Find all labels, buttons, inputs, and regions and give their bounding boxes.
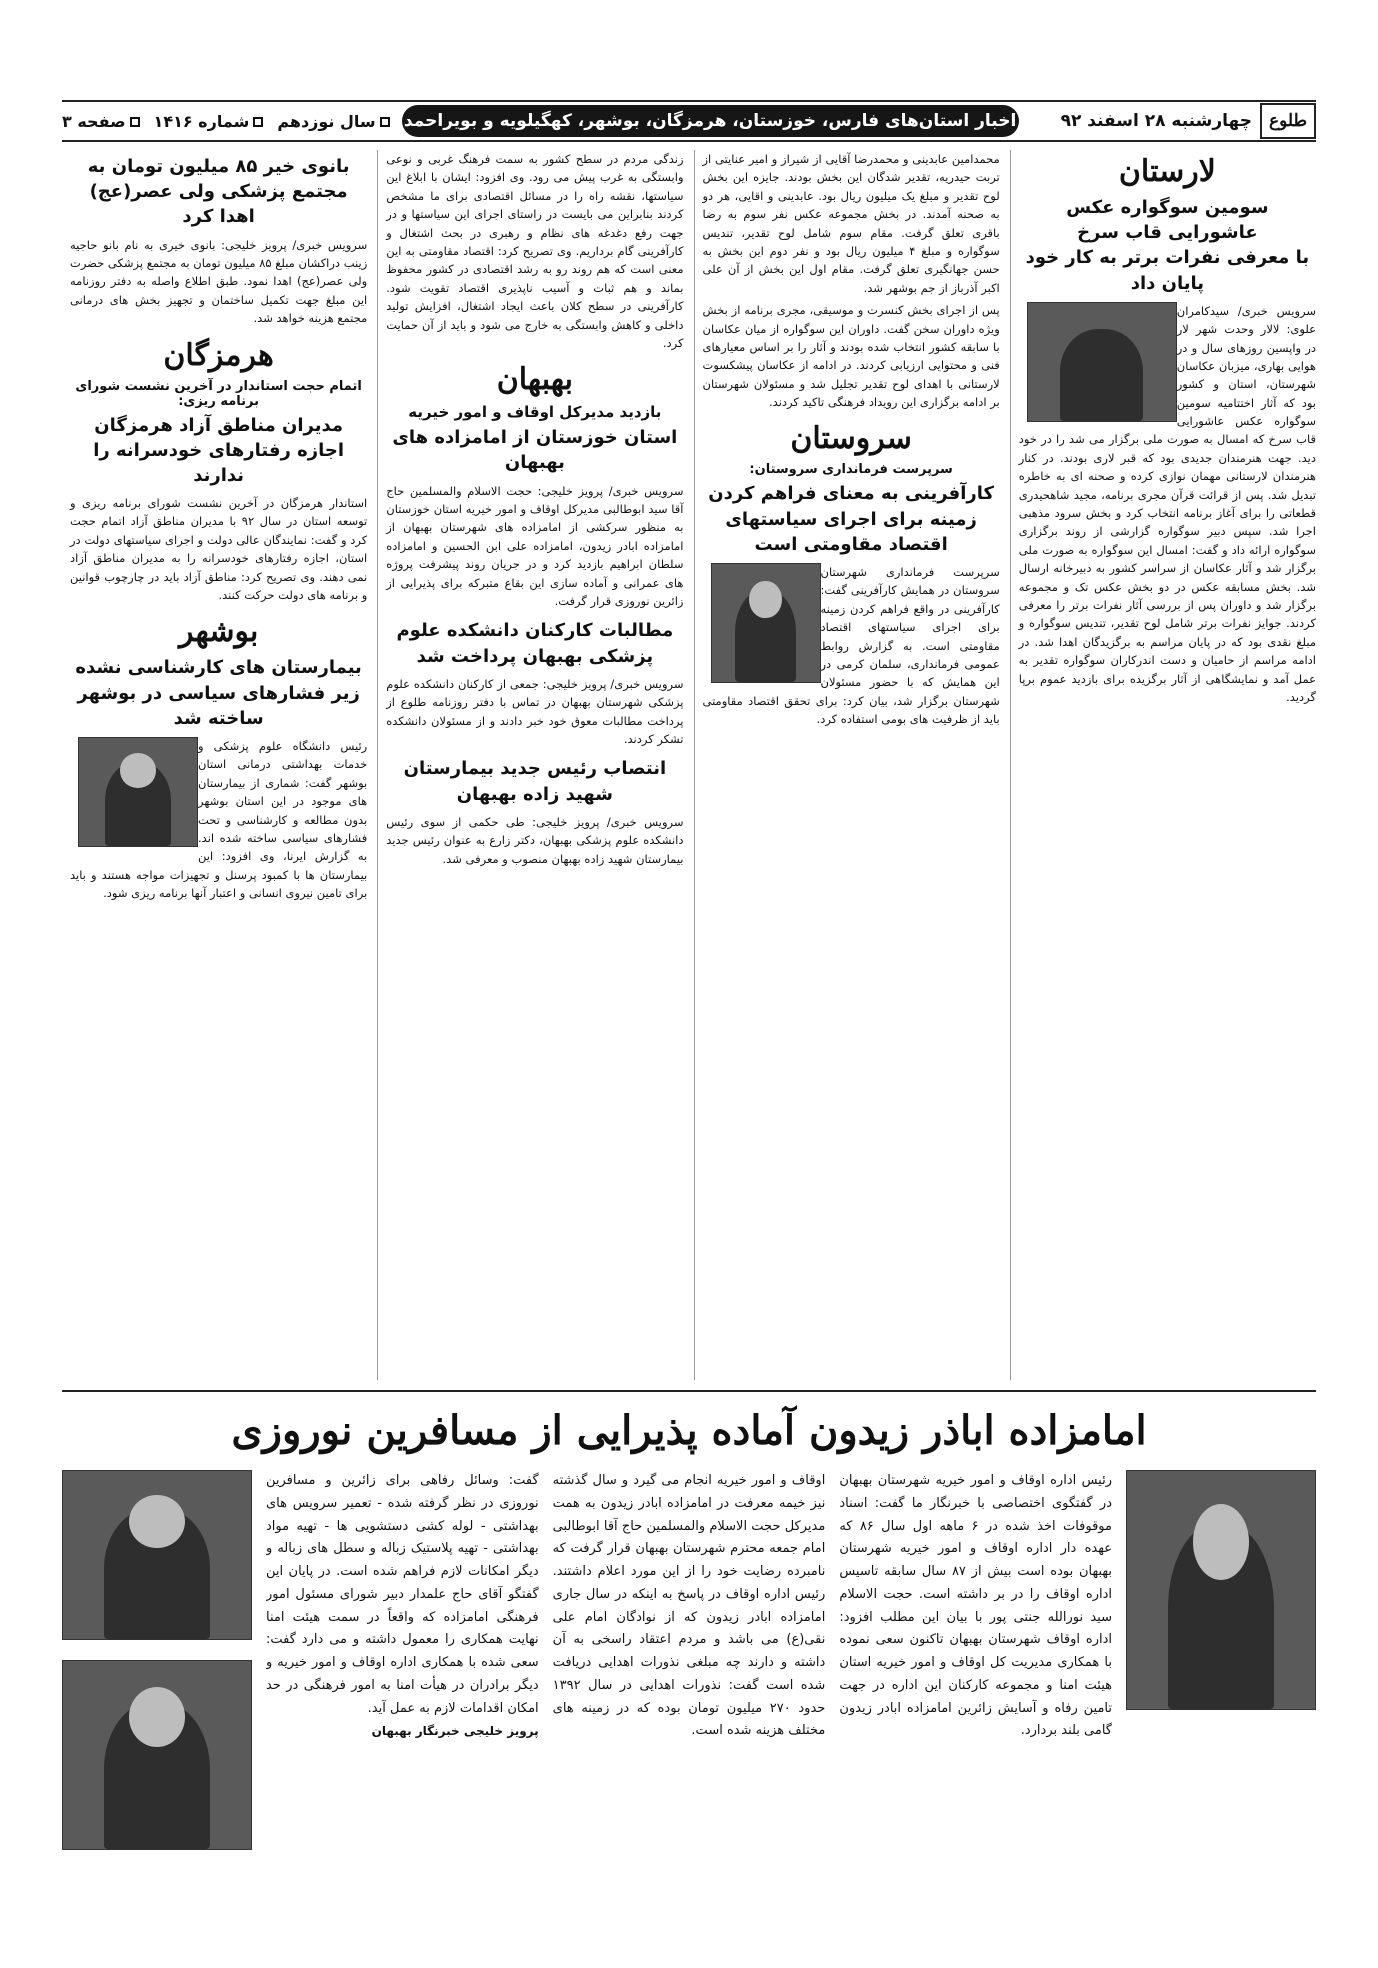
article-body: سرویس خبری/ سیدکامران علوی: لالار وحدت شهر لار در واپسین روزهای سال و در هوایی بهاری، میزبان عکاسان شهرستان، استان و کشور بود که آثار اختتامیه سومین سوگواره عکس عاشورایی قاب سرخ که امسال به صورت ملی برگزار می شد را در خود دید. جهت هنرمندان جدیدی بود که قبر لاری بودند. در کنار هنرمندان لارستانی مهمان نوازی کرده و صحنه ای به خاطره تبدیل شد. پس از قرائت قرآن مجری برنامه، مجید شاهحیدری قطعاتی را برای آغاز برنامه انتخاب کرد و بخش سرود مذهبی اجرا شد. سپس دبیر سوگواره گزارشی از روند برگزاری سوگواره ارائه داد و گفت: امسال این سوگواره به صورت ملی برگزار شد و آثار عکاسان از سراسر کشور به دبیرخانه ارسال شد. بخش مسابقه عکس در دو بخش عکس تک و مجموعه برگزار شد و داوران پس از بررسی آثار نفرات برتر را معرفی کردند. جوایز نفرات برتر شامل لوح تقدیر، تندیس سوگواره و مبلغ نقدی بود که در پایان مراسم به برگزیدگان اهدا شد. در ادامه مراسم از حامیان و دست اندرکاران سوگواره تقدیر به عمل آمد و نمایشگاهی از آثار برگزیده برای بازدید عموم برپا گردید. [1018, 303, 1316, 704]
article-body: سرپرست فرمانداری شهرستان سروستان در همایش کارآفرینی گفت: کارآفرینی در واقع فراهم کردن زمینه برای اجرای سیاستهای اقتصاد مقاومتی است. به گزارش روابط عمومی فرمانداری، سلمان کرمی در این همایش که با حضور مسئولان شهرستان برگزار شد، بیان کرد: برای تحقق اقتصاد مقاومتی باید از ظرفیت های بومی استفاده کرد. [702, 565, 1000, 727]
article-column [839, 1470, 1112, 1910]
article-headline: کارآفرینی به معنای فراهم کردن زمینه برای اجرای سیاستهای اقتصاد مقاومتی است [708, 483, 994, 555]
square-icon [380, 117, 390, 127]
issue-number: شماره ۱۴۱۶ [154, 112, 264, 131]
article-headline: بیمارستان های کارشناسی نشده زیر فشارهای سیاسی در بوشهر ساخته شد [75, 657, 362, 729]
banner-headline: امامزاده اباذر زیدون آماده پذیرایی از مسافرین نوروزی [231, 1406, 1147, 1454]
article-headline: سومین سوگواره عکس عاشورایی قاب سرخ با معرفی نفرات برتر به کار خود پایان داد [1025, 197, 1310, 294]
page-number: صفحه ۳ [62, 112, 140, 131]
newspaper-logo: طلوع [1260, 103, 1316, 139]
article-body: زندگی مردم در سطح کشور به سمت فرهنگ غربی و نوعی وابستگی به غرب پیش می رود. وی افزود: ایشان با ابلاغ این سیاستها، نقشه راه را در مسائل اقتصادی برای ما مشخص کردند بنابراین می بایست در راستای اجرای این سیاستها و در جهت رفع دغدغه های نظام و رهبری در بحث اشتغال و کارآفرینی گام برداریم. وی تصریح کرد: اقتصاد مقاومتی به این معنی است که هم روند رو به رشد اقتصادی در کشور محفوظ بماند و هم ثبات و آسیب ناپذیری اقتصاد تقویت شود. کارآفرینی در سطح کلان باعث ایجاد اشتغال، افزایش تولید داخلی و کاهش وابستگی به خارج می شود و باید از آن حمایت کرد. [386, 152, 684, 350]
article-body: سرویس خبری/ پرویز خلیجی: جمعی از کارکنان دانشکده علوم پزشکی شهرستان بهبهان در تماس با دفتر روزنامه طلوع از پرداخت مطالبات معوق خود خبر دادند و از مسئولان دانشکده تشکر کردند. [386, 676, 684, 746]
face-shape [1193, 1504, 1249, 1580]
author-signature: پرویز خلیجی خبرنگار بهبهان [371, 1724, 539, 1739]
photo-column-left [62, 1470, 252, 1910]
year-label: سال نوزدهم [277, 112, 389, 131]
article-kicker: اتمام حجت استاندار در آخرین نشست شورای برنامه ریزی: [75, 378, 362, 409]
issue-date: چهارشنبه ۲۸ اسفند ۹۲ [1060, 111, 1252, 131]
article-body: اوقاف و امور خیریه انجام می گیرد و سال گذشته نیز خیمه معرفت در امامزاده ابادر زیدون به همت مدیرکل حجت الاسلام والمسلمین حاج آقا ابوطالبی امام جمعه محترم شهرستان بهبهان قرار گرفت که نامبرده رضایت خود را از این مورد اعلام داشتند. رئیس اداره اوقاف در پاسخ به اینکه در سال جاری امامزاده ابادر زیدون که از نوادگان امام علی نقی(ع) می باشد و مردم اعتقاد راسخی به آن داشته و دارند چه مبلغی نذورات اهدایی دریافت شده است گفت: نذورات اهدایی در سال ۱۳۹۲ حدود ۲۷۰ میلیون تومان بوده که در زمینه های مختلف هزینه شده است. [552, 1473, 826, 1739]
article-body: سرویس خبری/ پرویز خلیجی: طی حکمی از سوی رئیس دانشکده علوم پزشکی بهبهان، دکتر زارع به عنوان رئیس جدید بیمارستان شهید زاده بهبهان منصوب و معرفی شد. [386, 814, 684, 866]
section-title: لارستان [1118, 154, 1216, 189]
article-headline: بانوی خیر ۸۵ میلیون تومان به مجتمع پزشکی ولی عصر(عج) اهدا کرد [87, 156, 350, 228]
square-icon [253, 117, 263, 127]
face-shape [749, 581, 781, 619]
face-shape [129, 1495, 185, 1549]
official-photo [78, 737, 198, 847]
column-results [694, 150, 1000, 1380]
page-header [62, 100, 1316, 142]
column-regions [62, 150, 367, 1380]
article-body: گفت: وسائل رفاهی برای زائرین و مسافرین نوروزی در نظر گرفته شده - تعمیر سرویس های بهداشتی - لوله کشی دستشویی ها - تهیه مواد بهداشتی - تهیه پلاستیک زباله و سطل های زباله و دیگر امکانات لازم فراهم شده است. در پایان این گفتگو آقای حاج علمدار دبیر شورای مسئول امور فرهنگی امامزاده که واقعاً در سمت هیئت امنا نهایت همکاری را معمول داشته و می دارد گفت: سعی شده با همکاری اداره اوقاف و امور خیریه و دیگر برادران در هیأت امنا به امور فرهنگی در حد امکان اقدامات لازم به عمل آید. [265, 1473, 539, 1716]
face-shape [120, 753, 155, 788]
section-title: هرمزگان [163, 337, 274, 373]
page-title: اخبار استان‌های فارس، خوزستان، هرمزگان، بوشهر، کهگیلویه و بویراحمد [402, 105, 1019, 137]
cleric-photo [1126, 1470, 1316, 1710]
man-photo [62, 1470, 252, 1640]
person-figure [1060, 329, 1143, 421]
news-columns [62, 150, 1316, 1380]
column-larestan [1010, 150, 1316, 1380]
photo-column-right [1126, 1470, 1316, 1910]
article-body: پس از اجرای بخش کنسرت و موسیقی، مجری برنامه از بخش ویژه داوران سخن گفت. داوران این سوگواره از میان عکاسان با سابقه کشور انتخاب شده بودند و آثار را بر اساس معیارهای فنی و محتوایی ارزیابی کردند. در ادامه از عکاسان پیشکسوت لارستانی با اهدای لوح تقدیر تجلیل شد و مسئولان شهرستان بر ادامه برگزاری این رویداد فرهنگی تاکید کردند. [702, 303, 1000, 410]
article-headline: مدیران مناطق آزاد هرمزگان اجازه رفتارهای خودسرانه را ندارند [93, 414, 345, 486]
article-column [266, 1470, 539, 1910]
square-icon [130, 117, 140, 127]
article-kicker: بازدید مدیرکل اوقاف و امور خیریه [408, 403, 662, 422]
issue-info [62, 112, 390, 131]
article-headline: مطالبات کارکنان دانشکده علوم پزشکی بهبهان پرداخت شد [396, 620, 674, 667]
article-photo [1027, 302, 1177, 422]
bottom-article [62, 1470, 1316, 1910]
article-body: سرویس خبری/ پرویز خلیجی: بانوی خیری به نام بانو حاجیه زینب دراکشان مبلغ ۸۵ میلیون تومان به مجتمع پزشکی حضرت ولی عصر(عج) اهدا نمود. طبق اطلاع واصله به دفتر روزنامه این مبلغ جهت تکمیل ساختمان و تجهیز بخش های درمانی مجتمع هزینه خواهد شد. [70, 237, 368, 326]
section-title: بهبهان [496, 362, 573, 398]
man-photo [62, 1660, 252, 1850]
article-body: سرویس خبری/ پرویز خلیجی: حجت الاسلام والمسلمین حاج آقا سید ابوطالبی مدیرکل اوقاف و امور خیریه استان خوزستان به منظور سرکشی از امامزاده های شهرستان بهبهان از امامزاده ابادر زیدون، امامزاده علی ابن الحسین و امامزاده سلطان ابراهیم بازدید کرد و در جریان روند پیشرفت پروژه های عمرانی و آماده سازی این بقاع متبرکه برای پذیرایی از زائرین نوروزی قرار گرفت. [386, 483, 684, 609]
article-column [553, 1470, 826, 1910]
article-body: رئیس اداره اوقاف و امور خیریه شهرستان بهبهان در گفتگوی اختصاصی با خبرنگار ما گفت: اسناد موقوفات اخذ شده در ۶ ماهه اول سال ۸۶ که عهده دار اداره اوقاف و امور خیریه شهرستان بهبهان بوده است بیش از ۸۷ سال سابقه تاسیس اداره اوقاف را در بر داشته است. حجت الاسلام سید نورالله جنتی پور با بیان این مطلب افزود: اداره اوقاف شهرستان بهبهان تاکنون سعی نموده با همکاری مدیریت کل اوقاف و امور خیریه استان هیئت امنا و مجموعه کارکنان این اداره در جهت تامین رفاه و آسایش زائرین امامزاده ابادر زیدون گامی بلند بردارد. [839, 1473, 1112, 1739]
article-headline: استان خوزستان از امامزاده های بهبهان [392, 427, 678, 474]
column-behbahan [377, 150, 683, 1380]
section-title: سروستان [790, 421, 912, 457]
article-body: رئیس دانشگاه علوم پزشکی و خدمات بهداشتی درمانی استان بوشهر گفت: شماری از بیمارستان های موجود در این استان بوشهر بدون مطالعه و کارشناسی و تحت فشارهای سیاسی ساخته شده اند. به گزارش ایرنا، وی افزود: این بیمارستان ها با کمبود پرسنل و تجهیزات مواجه هستند و باید برای تامین نیروی انسانی و اعتبار آنها برنامه ریزی شود. [70, 738, 368, 901]
divider [62, 1390, 1316, 1392]
section-title: بوشهر [178, 614, 259, 650]
article-body: استاندار هرمزگان در آخرین نشست شورای برنامه ریزی و توسعه استان در سال ۹۲ با مدیران مناطق آزاد اتمام حجت کرد و گفت: نمایندگان عالی دولت و اجرای سیاستهای دولت در استان، اجازه رفتارهای خودسرانه را به مدیران مناطق آزاد نمی دهند. وی تصریح کرد: مناطق آزاد باید در چارچوب قوانین و برنامه های دولت حرکت کنند. [70, 496, 368, 603]
official-photo [711, 563, 821, 683]
article-body: محمدامین عابدینی و محمدرضا آقایی از شیراز و امیر عنایتی از تربت حیدریه، تقدیر شدگان این بخش بودند. جایزه این بخش لوح تقدیر و مبلغ یک میلیون ریال بود. عابدینی و اقایی، هر دو به صحنه آمدند. در بخش مجموعه عکس نفر سوم به رضا باقری تعلق گرفت. مقام سوم شامل لوح تقدیر، تندیس سوگواره و مبلغ ۴ میلیون ریال بود و نفر دوم این بخش به حسن جهانگیری تعلق گرفت. مقام اول این بخش از آن علی اکبر آذرباز از جم بوشهر شد. [702, 152, 1000, 295]
article-headline: انتصاب رئیس جدید بیمارستان شهید زاده بهبهان [403, 758, 667, 805]
article-kicker: سرپرست فرمانداری سروستان: [749, 462, 953, 478]
